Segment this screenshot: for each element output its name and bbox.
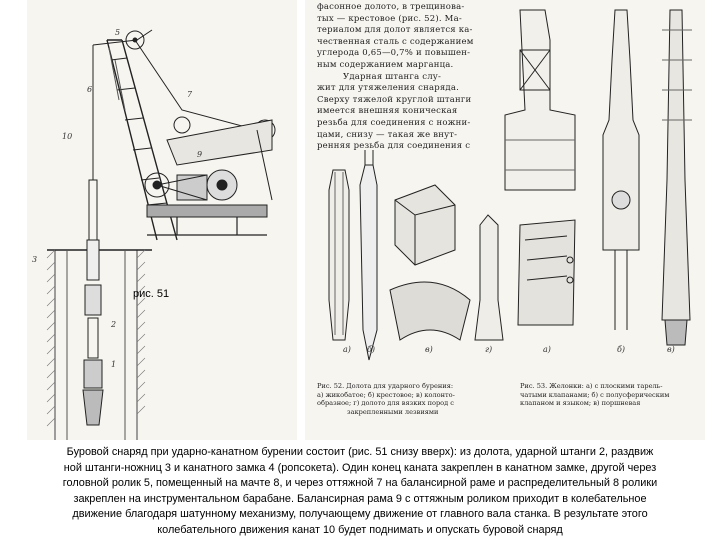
part-number-9: 9	[197, 150, 203, 159]
part-number-6: 6	[87, 85, 93, 94]
caption-line: образное; г) долото для вязких пород с	[317, 399, 455, 408]
scan-text-line: углерода 0,65—0,7% и повышен-	[317, 48, 471, 59]
part-number-1: 1	[111, 360, 117, 369]
caption-line: клапаном и языком; в) поршневая	[520, 399, 641, 408]
fig52-label-b: б)	[367, 345, 376, 354]
caption-line: а) жикобатое; б) крестовое; в) колонто-	[317, 390, 455, 399]
scan-text-line: ным содержанием марганца.	[317, 59, 454, 70]
scan-text-line: резьба для соединения с ножни-	[317, 117, 471, 128]
caption-line: чатыми клапанами; б) с полусферическим	[520, 390, 670, 399]
fig52-label-d: г)	[485, 345, 493, 354]
scan-text-line: имеется внешняя коническая	[317, 106, 458, 117]
fig52-label-c: в)	[425, 345, 433, 354]
paragraph-line: колебательного движения канат 10 будет поднимать и опускать буровой снаряд	[157, 523, 563, 536]
paragraph-line: Буровой снаряд при ударно-канатном бурении состоит (рис. 51 снизу вверх): из долота, ударной штанги 2, раздвиж	[66, 446, 654, 458]
caption-line: закрепленными лезвиями	[347, 407, 439, 416]
part-number-10: 10	[62, 132, 73, 141]
figure-53-caption	[520, 382, 705, 408]
scan-text-line: цами, снизу — такая же внут-	[317, 129, 458, 140]
figure-51-label: рис. 51	[133, 288, 170, 300]
scan-text-line: Ударная штанга слу-	[343, 71, 442, 82]
figure-51-drilling-rig	[27, 0, 297, 440]
part-number-3: 3	[32, 255, 38, 264]
scan-text-line: Сверху тяжелой круглой штанги	[317, 94, 472, 105]
fig53-label-c: в)	[667, 345, 675, 354]
caption-line: Рис. 52. Долота для ударного бурения:	[317, 382, 454, 390]
scan-text-line: ренняя резьба для соединения с	[317, 141, 471, 152]
caption-line: Рис. 53. Желонки: а) с плоскими тарель-	[520, 382, 663, 390]
drilling-rig-drawing	[27, 0, 297, 440]
drill-bits-and-bailers-drawing	[305, 0, 705, 440]
paragraph-line: ной штанги-ножниц 3 и канатного замка 4 (ропсокета). Один конец каната закреплен в канатном замке, другой через	[63, 461, 657, 474]
scan-text-line: фасонное долото, в трещинова-	[317, 2, 465, 12]
part-number-5: 5	[115, 28, 121, 37]
figures-52-53-scan	[305, 0, 705, 440]
description-paragraph	[0, 445, 720, 539]
scan-text-line: тых — крестовое (рис. 52). Ма-	[317, 13, 462, 24]
figure-52-caption	[317, 382, 507, 416]
paragraph-line: головной ролик 5, помещенный на мачте 8, и через оттяжной 7 на балансирной раме и распределительный 8 ролики	[62, 477, 658, 490]
fig53-label-a: а)	[543, 345, 551, 354]
fig53-label-b: б)	[617, 345, 626, 354]
paragraph-line: закреплен на инструментальном барабане. Балансирная рама 9 с оттяжным роликом приходит в колебательное	[73, 492, 647, 505]
scan-text-line: жит для утяжеления снаряда.	[317, 83, 460, 94]
part-number-7: 7	[187, 90, 193, 99]
paragraph-line: движение благодаря шатунному механизму, получающему движение от главного вала станка. В результате этого	[72, 508, 648, 521]
scan-text-line: териалом для долот является ка-	[317, 25, 473, 36]
scan-text-line: чественная сталь с содержанием	[317, 36, 474, 47]
fig52-label-a: а)	[343, 345, 351, 354]
part-number-2: 2	[111, 320, 117, 329]
